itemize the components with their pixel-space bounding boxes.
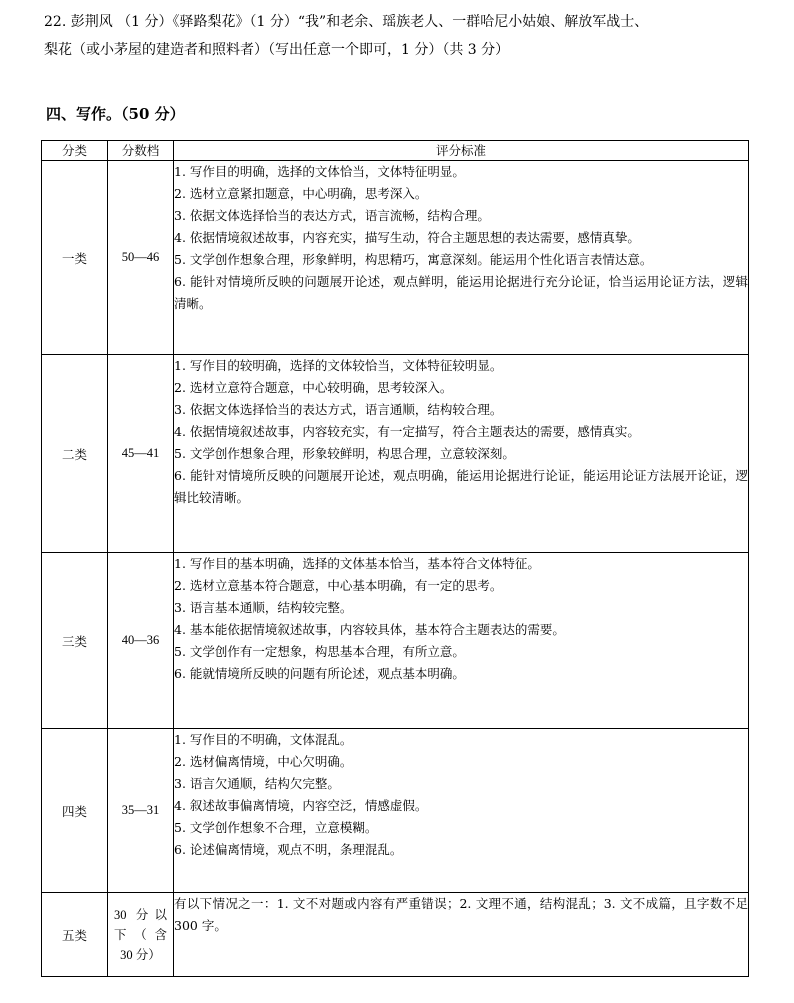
row-criteria [174,729,749,893]
criterion-item: 6. 能就情境所反映的问题有所论述，观点基本明确。 [174,666,465,681]
row-criteria [174,553,749,729]
criterion-item: 2. 选材立意紧扣题意，中心明确，思考深入。 [174,186,428,201]
row-category: 四类 [42,729,108,893]
criterion-item: 3. 依据文体选择恰当的表达方式，语言通顺，结构较合理。 [174,402,503,417]
criterion-item: 1. 写作目的较明确，选择的文体较恰当，文体特征较明显。 [174,358,503,373]
header-criteria: 评分标准 [174,141,749,161]
criterion-item: 2. 选材立意基本符合题意，中心基本明确，有一定的思考。 [174,578,503,593]
header-score-band: 分数档 [108,141,174,161]
table-header-row [42,141,749,161]
question-22-answer [44,8,764,64]
row-score-band: 35—31 [108,729,174,893]
criterion-item: 2. 选材偏离情境，中心欠明确。 [174,754,353,769]
criterion-item: 6. 能针对情境所反映的问题展开论述，观点明确，能运用论据进行论证，能运用论证方法展开论证，逻辑比较清晰。 [174,468,748,505]
table-row [42,893,749,977]
criterion-item: 3. 依据文体选择恰当的表达方式，语言流畅，结构合理。 [174,208,490,223]
row-score-band: 40—36 [108,553,174,729]
table-row [42,553,749,729]
criterion-item: 4. 基本能依据情境叙述故事，内容较具体，基本符合主题表达的需要。 [174,622,565,637]
criterion-item: 6. 论述偏离情境，观点不明，条理混乱。 [174,842,403,857]
scoring-rubric-table [41,140,749,977]
row-category: 五类 [42,893,108,977]
question-22-line-1: 22. 彭荆风 （1 分）《驿路梨花》（1 分）“我”和老余、瑶族老人、一群哈尼小姑娘、解放军战士、 [44,14,649,30]
row-criteria [174,161,749,355]
criterion-item: 4. 叙述故事偏离情境，内容空泛，情感虚假。 [174,798,428,813]
criterion-item: 3. 语言欠通顺，结构欠完整。 [174,776,340,791]
row-criteria [174,355,749,553]
criterion-item: 1. 写作目的基本明确，选择的文体基本恰当，基本符合文体特征。 [174,556,540,571]
criterion-item: 5. 文学创作想象不合理，立意模糊。 [174,820,378,835]
question-22-line-2: 梨花（或小茅屋的建造者和照料者）（写出任意一个即可，1 分）（共 3 分） [44,42,510,58]
criterion-item: 1. 写作目的明确，选择的文体恰当，文体特征明显。 [174,164,465,179]
table-row [42,729,749,893]
criterion-item: 有以下情况之一：1. 文不对题或内容有严重错误；2. 文理不通，结构混乱；3. 文不成篇，且字数不足 300 字。 [174,896,748,933]
row-score-band: 50—46 [108,161,174,355]
header-category: 分类 [42,141,108,161]
criterion-item: 1. 写作目的不明确，文体混乱。 [174,732,353,747]
row-score-band: 30 分以下（含 30 分） [108,893,174,977]
row-score-band: 45—41 [108,355,174,553]
criterion-item: 5. 文学创作想象合理，形象鲜明，构思精巧，寓意深刻。能运用个性化语言表情达意。 [174,252,653,267]
criterion-item: 6. 能针对情境所反映的问题展开论述，观点鲜明，能运用论据进行充分论证，恰当运用论证方法，逻辑清晰。 [174,274,748,311]
criterion-item: 5. 文学创作有一定想象，构思基本合理，有所立意。 [174,644,465,659]
row-criteria [174,893,749,977]
row-category: 一类 [42,161,108,355]
section-title-writing: 四、写作。（50 分） [46,105,185,123]
row-category: 三类 [42,553,108,729]
criterion-item: 5. 文学创作想象合理，形象较鲜明，构思合理，立意较深刻。 [174,446,515,461]
table-row [42,161,749,355]
row-category: 二类 [42,355,108,553]
criterion-item: 3. 语言基本通顺，结构较完整。 [174,600,353,615]
criterion-item: 4. 依据情境叙述故事，内容充实，描写生动，符合主题思想的表达需要，感情真挚。 [174,230,640,245]
criterion-item: 2. 选材立意符合题意，中心较明确，思考较深入。 [174,380,453,395]
criterion-item: 4. 依据情境叙述故事，内容较充实，有一定描写，符合主题表达的需要，感情真实。 [174,424,640,439]
table-row [42,355,749,553]
